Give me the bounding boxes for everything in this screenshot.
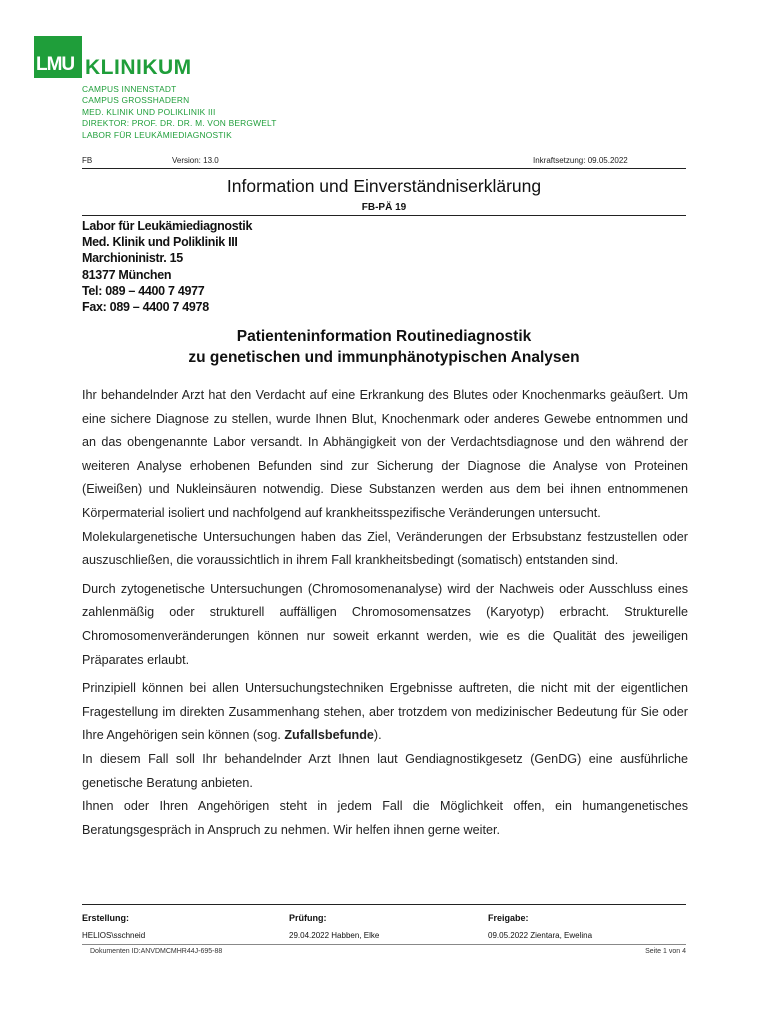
section-title-line: Patienteninformation Routinediagnostik [236,328,532,345]
footer-bottom-rule [82,944,686,945]
logo-mark: LMU [34,36,82,78]
page-title: Information und Einverständniserklärung [226,176,542,196]
body-text [82,384,688,842]
form-code: FB-PÄ 19 [361,202,407,213]
paragraph: Ihr behandelnder Arzt hat den Verdacht auf eine Erkrankung des Blutes oder Knochenmarks geäußert. Um eine sichere Diagnose zu stellen, wurde Ihnen Blut, Knochenmark oder anderes Gewebe entnommen und an das obengenannte Labor versandt. In Abhängigkeit von der Verdachtsdiagnose und den während der weiteren Analyse erhobenen Befunden sind zur Sicherung der Diagnose die Analyse von Proteinen (Eiweißen) und Nukleinsäuren notwendig. Diese Substanzen werden aus dem bei ihnen entnommenen Körpermaterial isoliert und nachfolgend auf krankheitsspezifische Veränderungen untersucht. [82,388,688,520]
lmu-klinikum-logo [34,36,192,78]
paragraph: In diesem Fall soll Ihr behandelnder Arzt Ihnen laut Gendiagnostikgesetz (GenDG) eine ausführliche genetische Beratung anbieten. [82,751,688,790]
address-line: Med. Klinik und Poliklinik III [82,235,238,250]
address-line: Tel: 089 – 4400 7 4977 [82,283,205,298]
section-title-line: zu genetischen und immunphänotypischen Analysen [188,349,580,366]
erstellung-label: Erstellung: [82,913,130,923]
doc-version: Version: 13.0 [172,156,219,165]
pruefung-value: 29.04.2022 Habben, Elke [289,931,380,940]
logo-word: KLINIKUM [85,56,192,79]
paragraph: Durch zytogenetische Untersuchungen (Chromosomenanalyse) wird der Nachweis oder Ausschluss eines zahlenmäßig oder strukturell auffälligen Chromosomensatzes (Karyotyp) erbracht. Strukturelle Chromosomenveränderungen können nur soweit erkannt werden, wie es die Qualität des jeweiligen Präparates erlaubt. [82,581,688,667]
doc-type: FB [82,156,93,165]
paragraph: Ihnen oder Ihren Angehörigen steht in jedem Fall die Möglichkeit offen, ein humangenetisches Beratungsgespräch in Anspruch zu nehmen. Wir helfen ihnen gerne weiter. [82,799,688,837]
pruefung-label: Prüfung: [289,913,327,923]
paragraph [82,677,688,748]
campus-info [82,84,277,141]
section-title [82,326,686,368]
campus-line: DIREKTOR: PROF. DR. DR. M. VON BERGWELT [82,118,277,129]
zufallsbefunde-term: Zufallsbefunde [284,728,374,743]
campus-line: MED. KLINIK UND POLIKLINIK III [82,106,216,117]
document-id: Dokumenten ID:ANVDMCMHR44J-695-88 [90,948,223,955]
doc-effective-date: Inkraftsetzung: 09.05.2022 [533,156,628,165]
address-line: 81377 München [82,267,172,282]
campus-line: LABOR FÜR LEUKÄMIEDIAGNOSTIK [82,129,232,140]
page-number: Seite 1 von 4 [645,948,686,955]
address-line: Labor für Leukämiediagnostik [82,219,253,233]
footer-rule [82,904,686,905]
campus-line: CAMPUS GROSSHADERN [82,95,190,106]
paragraph-text: Prinzipiell können bei allen Untersuchungstechniken Ergebnisse auftreten, die nicht mit der eigentlichen Fragestellung im direkten Zusammenhang stehen, aber trotzdem von medizinischer Bedeutung für Sie oder Ihre Angehörigen sein können (sog. [82,681,688,743]
title-rule [82,215,686,216]
address-line: Fax: 089 – 4400 7 4978 [82,300,209,315]
erstellung-value: HELIOS\sschneid [82,931,146,940]
address-line: Marchioninistr. 15 [82,251,183,266]
lab-address [82,218,252,315]
paragraph-text: ). [373,728,382,743]
freigabe-label: Freigabe: [488,913,529,923]
header-rule [82,168,686,169]
paragraph: Molekulargenetische Untersuchungen haben das Ziel, Veränderungen der Erbsubstanz festzustellen oder auszuschließen, die voraussichtlich in ihrem Fall krankheitsbedingt (somatisch) entstanden sind. [82,529,688,568]
freigabe-value: 09.05.2022 Zientara, Ewelina [488,931,593,940]
campus-line: CAMPUS INNENSTADT [82,84,177,94]
